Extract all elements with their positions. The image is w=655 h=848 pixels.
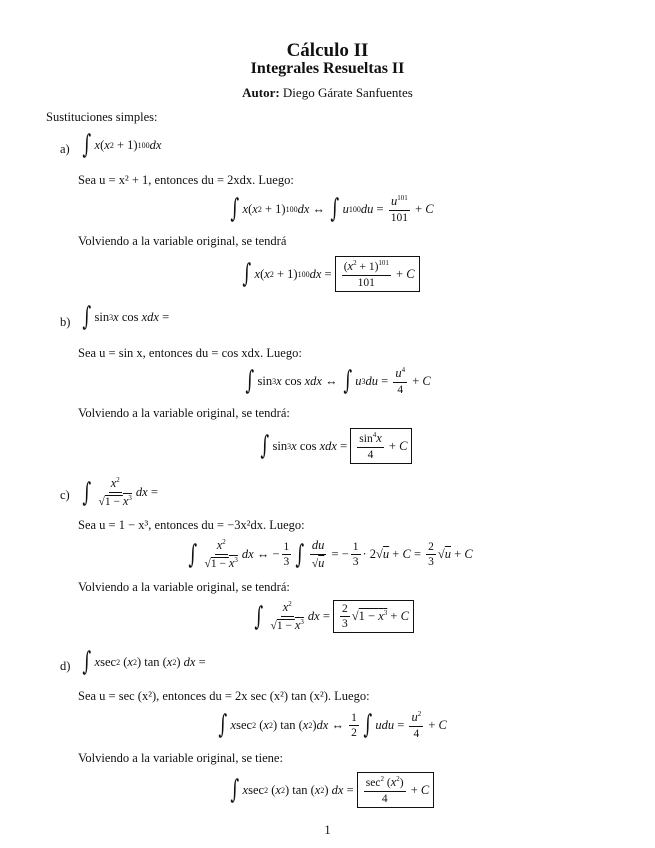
- problem-b-step: ∫ sin 3 x cos xdx ↔ ∫ u 3 du = $\frac{u^4}{4}$ + C: [245, 366, 431, 396]
- problem-c-return: Volviendo a la variable original, se tendrá:: [78, 580, 290, 594]
- author-line: [0, 85, 655, 101]
- problem-a-result: ∫ x ( x 2 + 1) 100 dx = $\frac{(x^2 + 1)^{101}}{101}$ + C: [240, 256, 420, 292]
- problem-c-step: ∫ $\frac{x^2}{√1 - x^3}$ dx ↔ − $\frac{1}{3}$ ∫ $\frac{du}{√u}$ = − $\frac{1}{3}$ · 2√ u + C = $\frac{2}{3}$ √ u + C: [188, 538, 473, 570]
- problem-c-substitution: Sea u = 1 − x³, entonces du = −3x²dx. Luego:: [78, 518, 305, 532]
- answer-box: $\frac{\sec^2 (x^2)}{4}$ + C: [357, 772, 434, 808]
- problem-b-result: ∫ sin 3 x cos xdx = $\frac{\sin^4x}{4}$ + C: [258, 428, 412, 464]
- problem-b-substitution: Sea u = sin x, entonces du = cos xdx. Luego:: [78, 346, 302, 360]
- page-number: 1: [324, 823, 331, 837]
- answer-box: $\frac{(x^2 + 1)^{101}}{101}$ + C: [335, 256, 420, 292]
- intro-text: Sustituciones simples:: [46, 110, 158, 124]
- answer-box: $\frac{2}{3}$ √ $1 - x^3$ + C: [333, 600, 414, 633]
- problem-d-statement: ∫ x sec 2 ( x 2 ) tan ( x 2 ) dx =: [82, 647, 206, 677]
- problem-d-substitution: Sea u = sec (x²), entonces du = 2x sec (x²) tan (x²). Luego:: [78, 689, 370, 703]
- problem-c-result: ∫ $\frac{x^2}{√1 - x^3}$ dx = $\frac{2}{3}$ √ $1 - x^3$ + C: [252, 600, 414, 633]
- problem-c-statement: ∫ $\frac{x^2}{√1 - x^3}$ dx =: [82, 476, 158, 508]
- answer-box: $\frac{\sin^4x}{4}$ + C: [350, 428, 412, 464]
- problem-d-label: d): [60, 659, 71, 673]
- problem-a-statement: ∫ x ( x 2 + 1) 100 dx: [82, 130, 162, 160]
- problem-b-return: Volviendo a la variable original, se tendrá:: [78, 406, 290, 420]
- integral-sign: ∫: [82, 130, 92, 160]
- page-title: Cálculo II: [286, 40, 369, 61]
- problem-b-statement: ∫ sin 3 x cos xdx =: [82, 302, 170, 332]
- problem-a-step: ∫ x ( x 2 + 1) 100 dx ↔ ∫ u 100 du = $\frac{u^{101}}{101}$ + C: [230, 194, 434, 224]
- problem-c-label: c): [60, 488, 70, 502]
- author-label: Autor:: [242, 85, 280, 100]
- problem-a-label: a): [60, 142, 70, 156]
- problem-d-step: ∫ x sec 2 ( x 2 ) tan ( x 2 ) dx ↔ $\frac{1}{2}$ ∫ udu = $\frac{u^2}{4}$ + C: [218, 710, 447, 740]
- author-name: Diego Gárate Sanfuentes: [282, 85, 413, 100]
- problem-a-return: Volviendo a la variable original, se tendrá: [78, 234, 287, 248]
- problem-a-substitution: Sea u = x² + 1, entonces du = 2xdx. Luego:: [78, 173, 294, 187]
- page-subtitle: Integrales Resueltas II: [250, 60, 405, 77]
- problem-d-return: Volviendo a la variable original, se tiene:: [78, 751, 283, 765]
- problem-d-result: ∫ x sec 2 ( x 2 ) tan ( x 2 ) dx = $\frac{\sec^2 (x^2)}{4}$ + C: [228, 772, 434, 808]
- problem-b-label: b): [60, 315, 71, 329]
